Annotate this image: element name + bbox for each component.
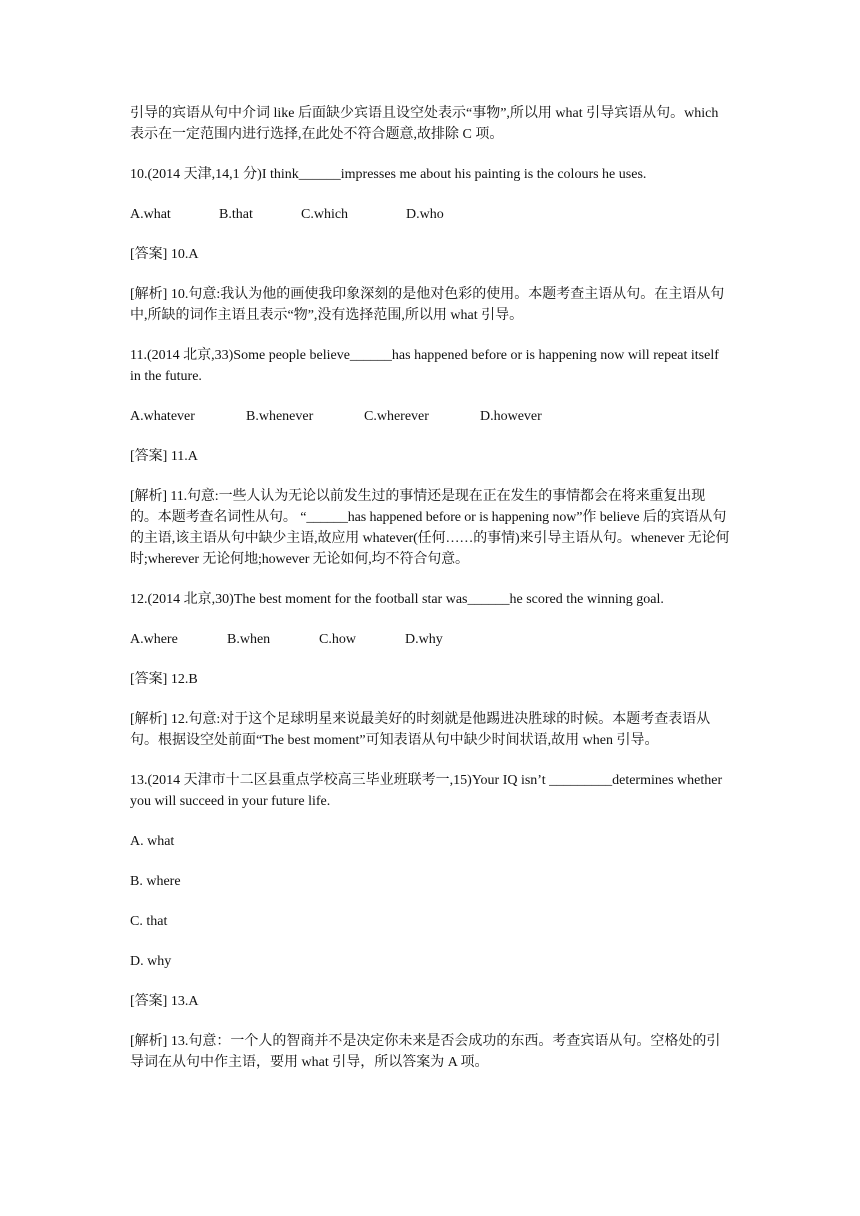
question-10-options xyxy=(130,204,732,225)
question-12-options xyxy=(130,629,732,650)
question-13-option-a: A. what xyxy=(130,834,175,849)
question-13-option-b: B. where xyxy=(130,874,181,889)
option-d: D.who xyxy=(406,207,444,222)
option-d: D.however xyxy=(480,409,542,424)
question-13-analysis: [解析] 13.句意：一个人的智商并不是决定你未来是否会成功的东西。考查宾语从句。空格处的引导词在从句中作主语，要用 what 引导，所以答案为 A 项。 xyxy=(130,1034,721,1070)
option-a: A.whatever xyxy=(130,409,195,424)
intro-paragraph: 引导的宾语从句中介词 like 后面缺少宾语且设空处表示“事物”,所以用 what 引导宾语从句。which 表示在一定范围内进行选择,在此处不符合题意,故排除 C 项。 xyxy=(130,106,719,142)
question-13-answer: [答案] 13.A xyxy=(130,994,199,1009)
option-b: B.whenever xyxy=(246,409,314,424)
question-11-options xyxy=(130,406,732,427)
option-a: A.where xyxy=(130,632,178,647)
question-12-stem: 12.(2014 北京,30)The best moment for the football star was______he scored the winning goal. xyxy=(130,592,664,607)
question-11-analysis: [解析] 11.句意:一些人认为无论以前发生过的事情还是现在正在发生的事情都会在将来重复出现的。本题考查名词性从句。 “______has happened before or is happening now”作 believe 后的宾语从句的主语,该主语从句中缺少主语,故应用 whatever(任何……的事情)来引导主语从句。whenever 无论何时;wherever 无论何地;however 无论如何,均不符合句意。 xyxy=(130,489,730,567)
question-13-option-d: D. why xyxy=(130,954,172,969)
option-d: D.why xyxy=(405,632,443,647)
question-10-answer: [答案] 10.A xyxy=(130,247,199,262)
option-c: C.how xyxy=(319,632,356,647)
document-page xyxy=(130,103,732,1073)
question-10-stem: 10.(2014 天津,14,1 分)I think______impresses me about his painting is the colours he uses. xyxy=(130,167,647,182)
question-11-stem: 11.(2014 北京,33)Some people believe______has happened before or is happening now will repeat itself in the future. xyxy=(130,348,719,384)
question-13-option-c: C. that xyxy=(130,914,168,929)
question-13-stem: 13.(2014 天津市十二区县重点学校高三毕业班联考一,15)Your IQ isn’t _________determines whether you will succeed in your future life. xyxy=(130,773,723,809)
option-a: A.what xyxy=(130,207,171,222)
question-12-analysis: [解析] 12.句意:对于这个足球明星来说最美好的时刻就是他踢进决胜球的时候。本题考查表语从句。根据设空处前面“The best moment”可知表语从句中缺少时间状语,故用 when 引导。 xyxy=(130,712,711,748)
option-c: C.wherever xyxy=(364,409,429,424)
option-b: B.that xyxy=(219,207,253,222)
question-11-answer: [答案] 11.A xyxy=(130,449,198,464)
option-b: B.when xyxy=(227,632,271,647)
option-c: C.which xyxy=(301,207,349,222)
question-10-analysis: [解析] 10.句意:我认为他的画使我印象深刻的是他对色彩的使用。本题考查主语从句。在主语从句中,所缺的词作主语且表示“物”,没有选择范围,所以用 what 引导。 xyxy=(130,287,725,323)
question-12-answer: [答案] 12.B xyxy=(130,672,198,687)
